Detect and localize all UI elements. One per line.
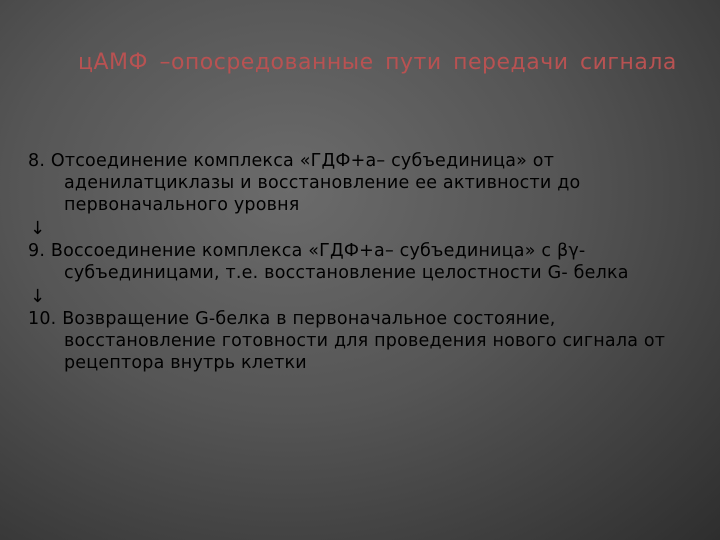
down-arrow-icon: ↓ (30, 286, 46, 307)
down-arrow-icon: ↓ (30, 218, 46, 239)
step-8: 8. Отсоединение комплекса «ГДФ+а– субъединица» от аденилатциклазы и восстановление ее активности до первоначального уровня (28, 151, 581, 215)
slide-title: цАМФ –опосредованные пути передачи сигнала (78, 50, 677, 75)
step-9: 9. Воссоединение комплекса «ГДФ+а– субъединица» с βγ-субъединицами, т.е. восстановление целостности G- белка (28, 241, 629, 283)
step-10: 10. Возвращение G-белка в первоначальное состояние, восстановление готовности для проведения нового сигнала от рецептора внутрь клетки (28, 309, 666, 373)
slide-body (28, 150, 688, 374)
